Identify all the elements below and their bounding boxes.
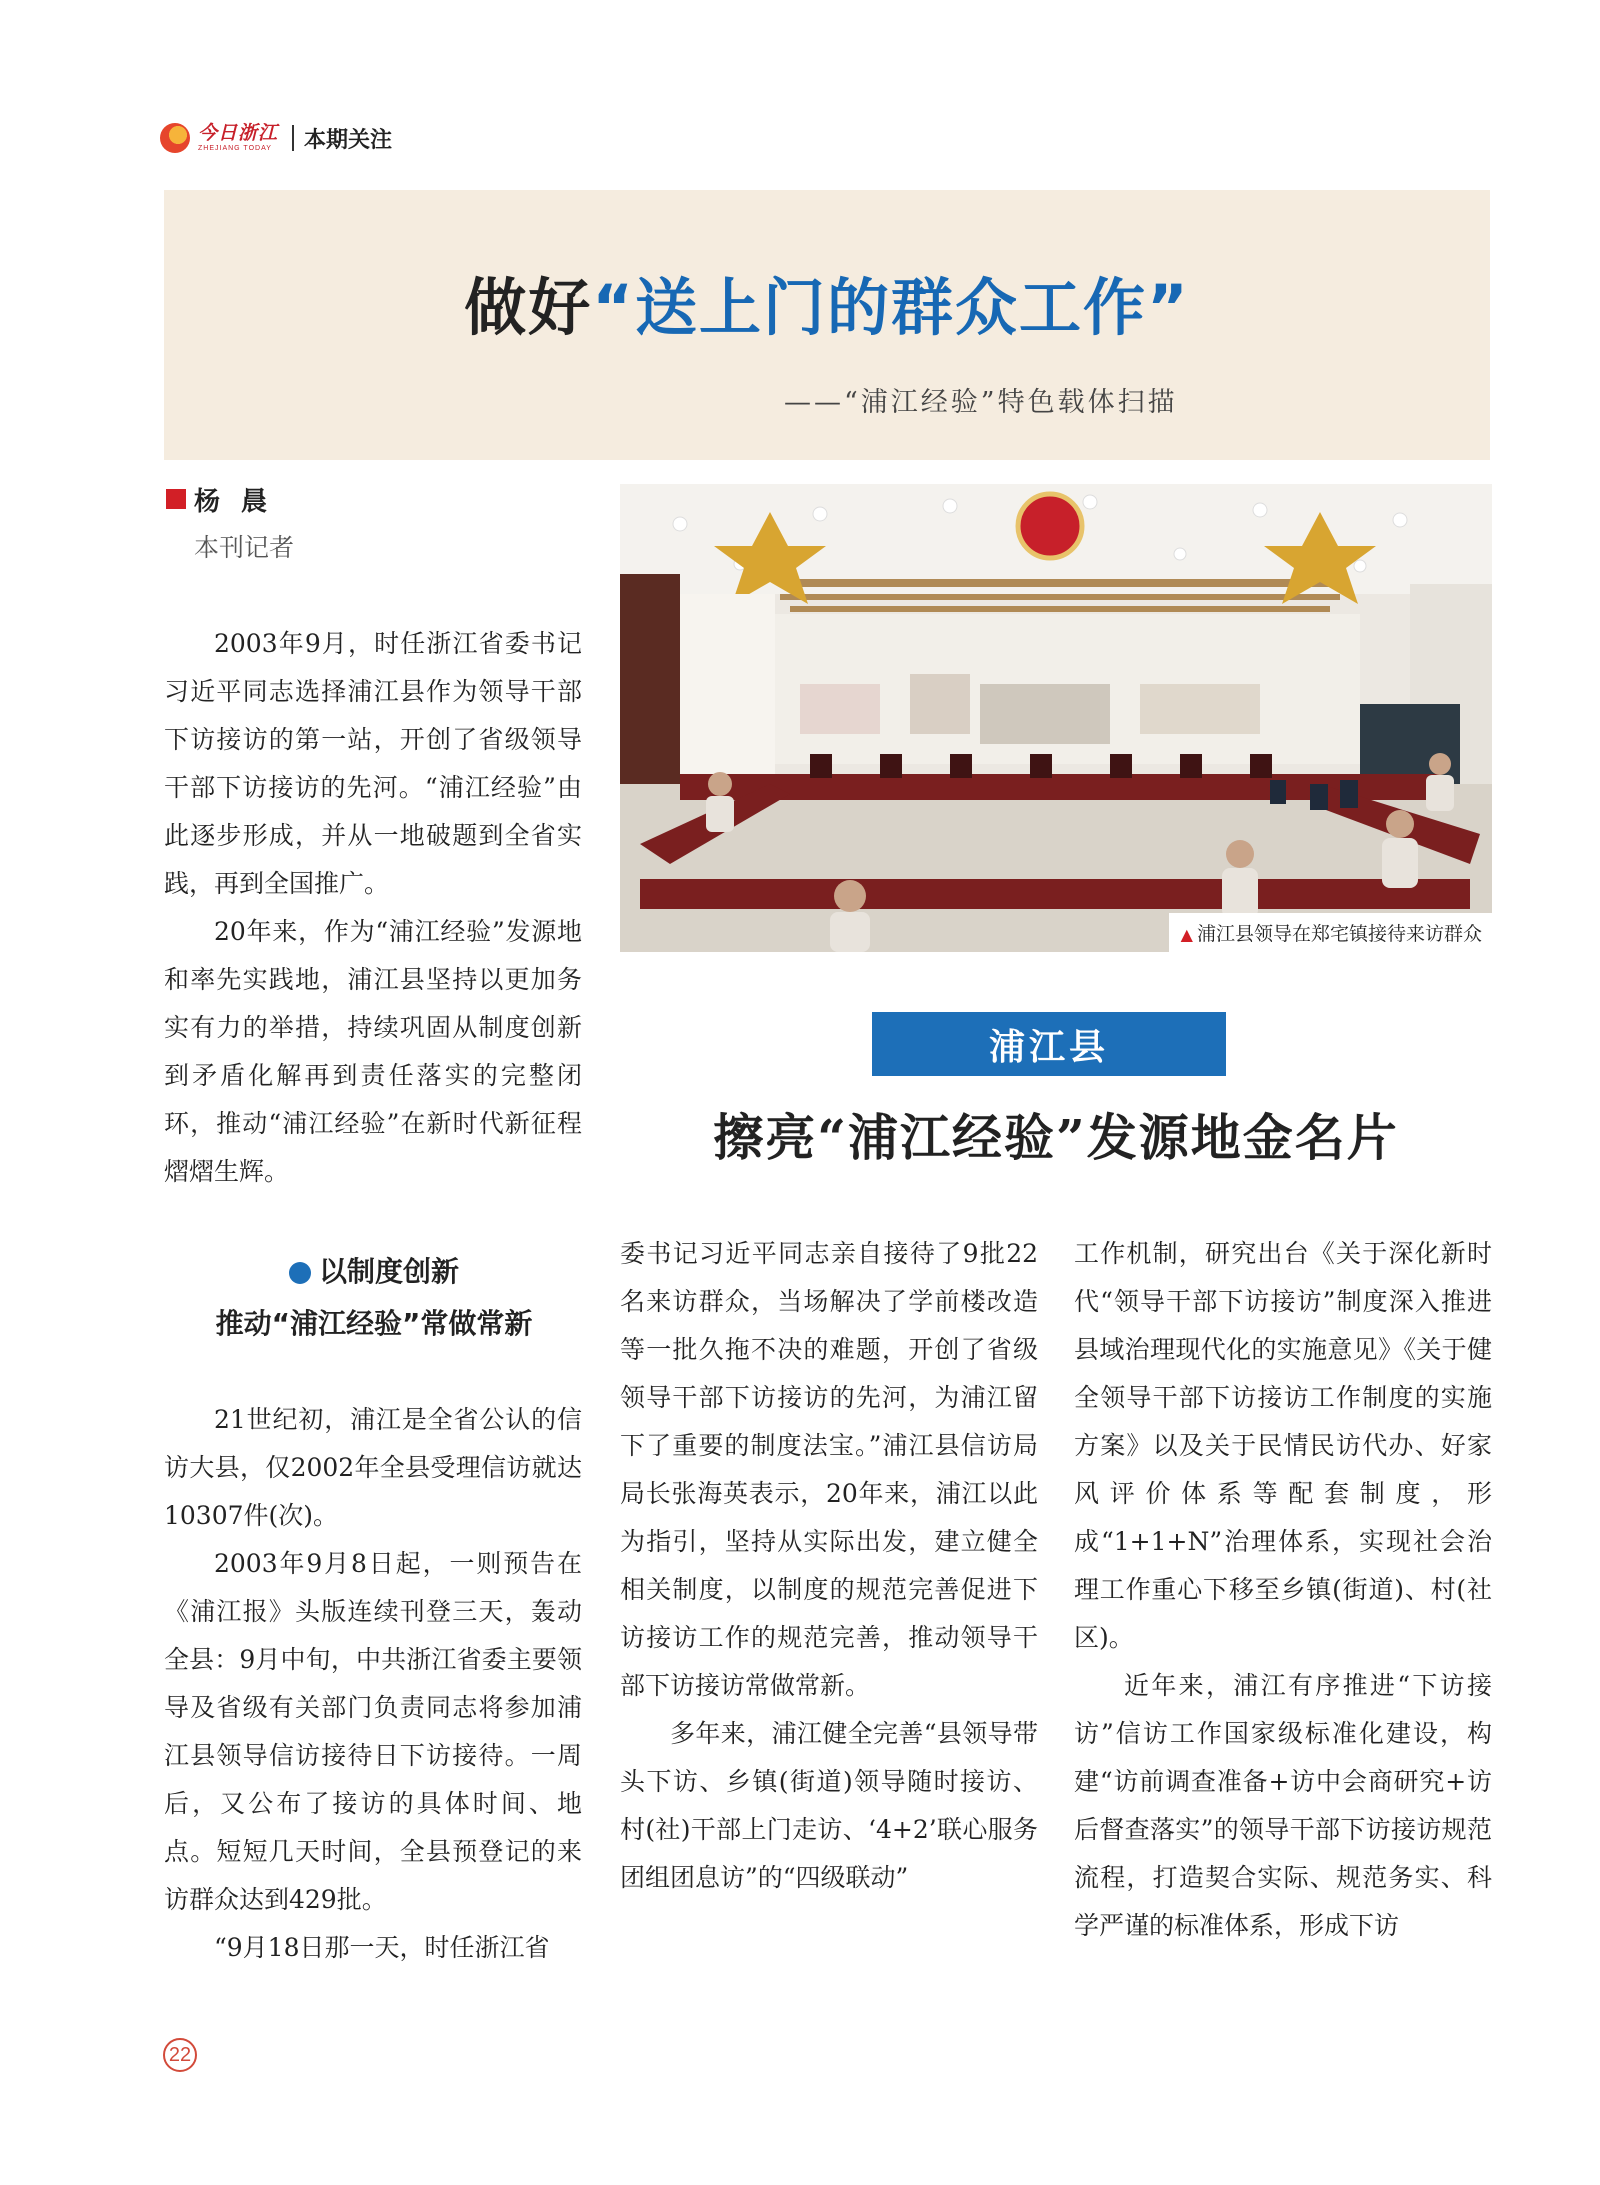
col1-paragraph-2: 2003年9月8日起，一则预告在《浦江报》头版连续刊登三天，轰动全县：9月中旬，中共浙江省委主要领导及省级有关部门负责同志将参加浦江县领导信访接待日下访接待。一周后，又公布了接访的具体时间、地点。短短几天时间，全县预登记的来访群众达到429批。	[164, 1549, 582, 1914]
intro-block	[164, 620, 582, 1196]
intro-paragraph-2: 20年来，作为“浦江经验”发源地和率先实践地，浦江县坚持以更加务实有力的举措，持续巩固从制度创新到矛盾化解再到责任落实的完整闭环，推动“浦江经验”在新时代新征程熠熠生辉。	[164, 917, 582, 1186]
column-1	[164, 1396, 582, 1972]
page-number: 22	[163, 2038, 197, 2072]
column-2	[620, 1230, 1038, 1902]
col1-paragraph-1: 21世纪初，浦江是全省公认的信访大县，仅2002年全县受理信访就达10307件(次)。	[164, 1405, 582, 1530]
subhead-bullet-icon	[289, 1262, 311, 1284]
col2-paragraph-2: 多年来，浦江健全完善“县领导带头下访、乡镇(街道)领导随时接访、村(社)干部上门走访、‘4+2’联心服务团组团息访”的“四级联动”	[620, 1719, 1038, 1892]
col1-paragraph-3: “9月18日那一天，时任浙江省	[214, 1933, 550, 1962]
article-subtitle: ——“浦江经验”特色载体扫描	[784, 387, 1178, 418]
photo-caption	[1169, 913, 1492, 952]
column-3	[1074, 1230, 1492, 1950]
section-tag: 浦江县	[872, 1012, 1226, 1076]
magazine-logo-icon	[160, 123, 190, 153]
col2-paragraph-1: 委书记习近平同志亲自接待了9批22名来访群众，当场解决了学前楼改造等一批久拖不决的难题，开创了省级领导干部下访接访的先河，为浦江留下了重要的制度法宝。”浦江县信访局局长张海英表示，20年来，浦江以此为指引，坚持从实际出发，建立健全相关制度，以制度的规范完善促进下访接访工作的规范完善，推动领导干部下访接访常做常新。	[620, 1239, 1038, 1700]
magazine-header	[160, 118, 392, 158]
col3-paragraph-2: 近年来，浦江有序推进“下访接访”信访工作国家级标准化建设，构建“访前调查准备+访中会商研究+访后督查落实”的领导干部下访接访规范流程，打造契合实际、规范务实、科学严谨的标准体系，形成下访	[1074, 1671, 1492, 1940]
author-role: 本刊记者	[194, 533, 295, 562]
header-divider	[292, 125, 294, 151]
caption-triangle-icon: ▲	[1180, 925, 1193, 944]
column-name: 本期关注	[304, 126, 393, 152]
author-name: 杨 晨	[194, 487, 274, 517]
article-title	[164, 258, 1490, 347]
meeting-room-illustration	[620, 484, 1492, 952]
section-heading: 擦亮“浦江经验”发源地金名片	[713, 1108, 1399, 1167]
title-lead: 做好	[464, 271, 593, 344]
article-photo	[620, 484, 1492, 952]
logo-english: ZHEJIANG TODAY	[198, 145, 272, 152]
party-emblem	[1018, 494, 1082, 558]
title-banner	[164, 190, 1490, 460]
subhead-text-1: 以制度创新	[318, 1255, 459, 1288]
author-marker	[166, 489, 186, 509]
col3-paragraph-1: 工作机制，研究出台《关于深化新时代“领导干部下访接访”制度深入推进县域治理现代化的实施意见》《关于健全领导干部下访接访工作制度的实施方案》以及关于民情民访代办、好家风评价体系等配套制度，形成“1+1+N”治理体系，实现社会治理工作重心下移至乡镇(街道)、村(社区)。	[1074, 1239, 1492, 1652]
logo-chinese: 今日浙江	[198, 122, 279, 144]
caption-text: 浦江县领导在郑宅镇接待来访群众	[1196, 923, 1482, 945]
subhead-line-1	[164, 1250, 584, 1290]
intro-paragraph-1: 2003年9月，时任浙江省委书记习近平同志选择浦江县作为领导干部下访接访的第一站，开创了省级领导干部下访接访的先河。“浦江经验”由此逐步形成，并从一地破题到全省实践，再到全国推广。	[164, 629, 582, 898]
subhead-line-2: 推动“浦江经验”常做常新	[215, 1307, 533, 1340]
magazine-logo	[198, 124, 278, 152]
title-main: “送上门的群众工作”	[592, 271, 1190, 344]
